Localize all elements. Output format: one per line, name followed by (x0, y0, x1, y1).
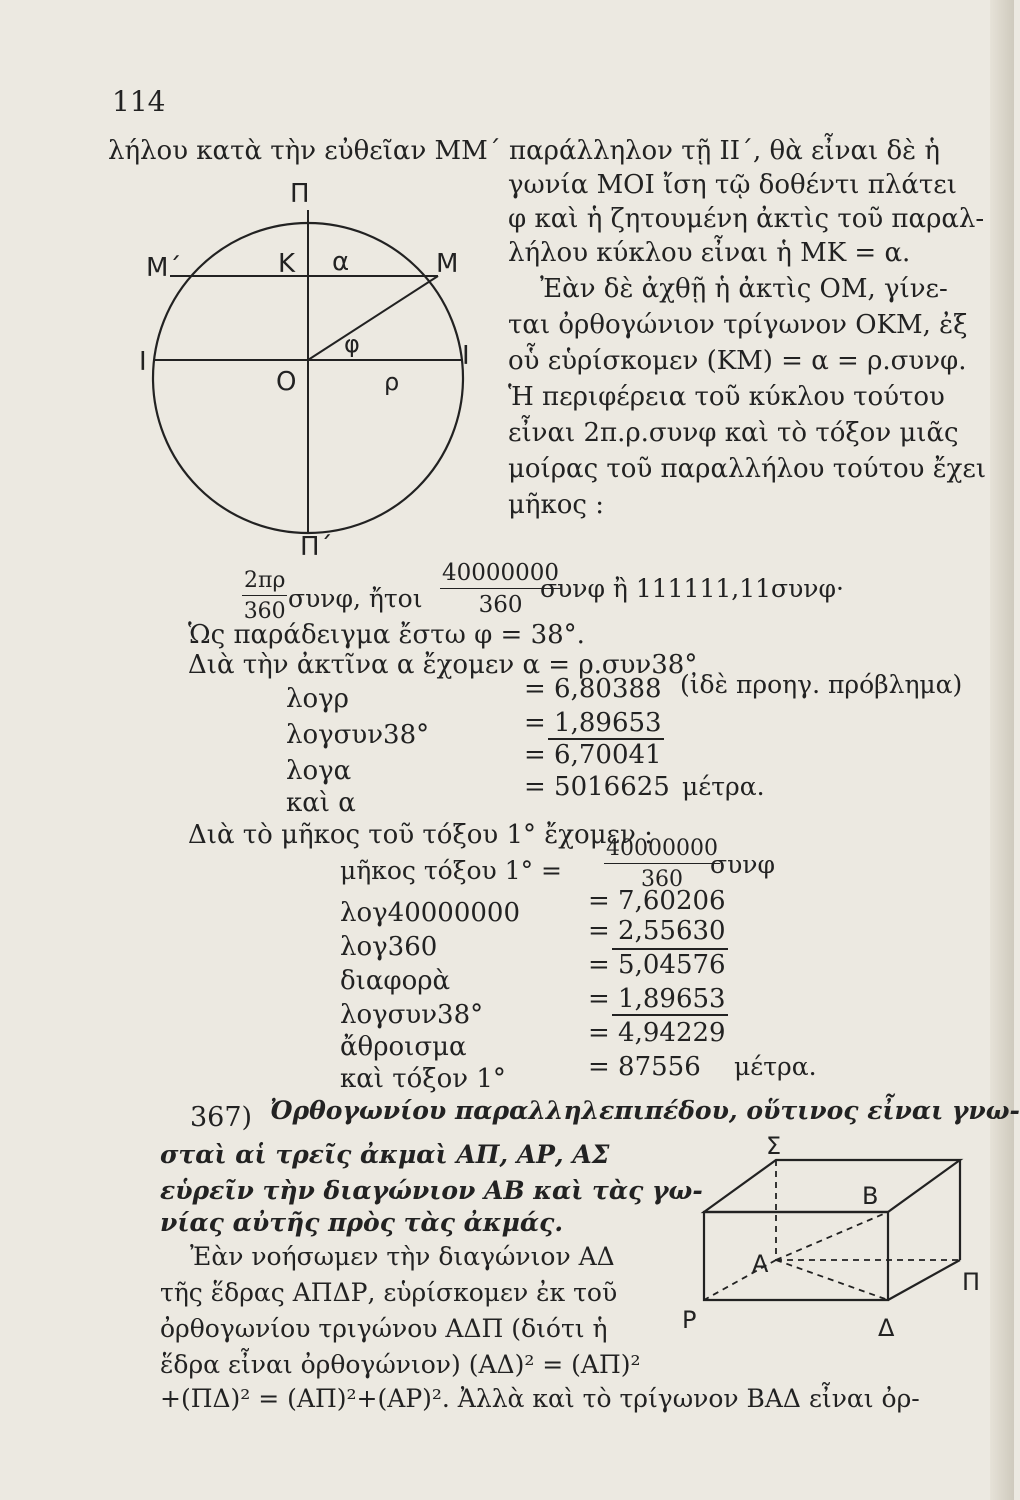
text-line: Ἐὰν δὲ ἀχθῇ ἡ ἀκτὶς ΟΜ, γίνε- (540, 274, 948, 304)
arc-formula-left: μῆκος τόξου 1° = (340, 856, 562, 885)
calc-value: = 6,70041 (524, 740, 662, 770)
label-phi: φ (344, 330, 360, 358)
box-label-rho: Ρ (682, 1306, 697, 1334)
text-line: ται ὀρθογώνιον τρίγωνον ΟΚΜ, ἐξ (508, 310, 968, 340)
label-top: Π (290, 179, 310, 209)
front-face (704, 1212, 888, 1300)
label-m: Μ (436, 249, 459, 279)
page-number: 114 (112, 85, 166, 118)
calc-value: = 5,04576 (588, 950, 726, 980)
example-line: Ὡς παράδειγμα ἔστω φ = 38°. (188, 620, 585, 650)
text-line: μοίρας τοῦ παραλλήλου τούτου ἔχει (508, 454, 987, 484)
label-i-left: Ι (139, 347, 147, 377)
calc-note: μέτρα. (734, 1052, 817, 1081)
fraction-2pr-360 (242, 568, 287, 624)
fraction-denominator: 360 (640, 867, 683, 892)
calc-label: λογσυν38° (340, 1000, 484, 1030)
calc-value: = 87556 (588, 1052, 701, 1082)
calc-value: = 5016625 (524, 772, 670, 802)
label-rho: ρ (384, 368, 400, 396)
calc-note: μέτρα. (682, 772, 765, 801)
text-line: φ καὶ ἡ ζητουμένη ἀκτὶς τοῦ παραλ- (508, 204, 985, 234)
calc-label: λογ40000000 (340, 898, 521, 928)
box-label-a: Α (752, 1250, 769, 1278)
calc-value: = 1,89653 (524, 708, 662, 738)
box-label-sigma: Σ (766, 1132, 782, 1160)
text-line: λήλου κατὰ τὴν εὐθεῖαν ΜΜ΄ παράλληλον τῇ ΙΙ΄, θὰ εἶναι δὲ ἡ (108, 136, 940, 166)
calc-value: = 4,94229 (588, 1018, 726, 1048)
text-line: μῆκος : (508, 490, 604, 520)
arc-formula-right: συνφ (710, 850, 775, 879)
text-line: Ἐὰν νοήσωμεν τὴν διαγώνιον ΑΔ (190, 1242, 615, 1271)
fraction-numerator: 40000000 (604, 836, 720, 864)
text-line: Ἡ περιφέρεια τοῦ κύκλου τούτου (508, 382, 945, 412)
problem-heading-line: νίας αὐτῆς πρὸς τὰς ἀκμάς. (160, 1208, 564, 1237)
text-line: λήλου κύκλου εἶναι ἡ ΜΚ = α. (508, 238, 911, 268)
text-line: οὗ εὑρίσκομεν (ΚΜ) = α = ρ.συνφ. (508, 346, 967, 376)
fraction-numerator: 2πρ (242, 568, 287, 596)
calc-label: λογσυν38° (286, 720, 430, 750)
page-edge (990, 0, 1014, 1500)
fraction-numerator: 40000000 (440, 560, 561, 589)
arc-intro: Διὰ τὸ μῆκος τοῦ τόξου 1° ἔχομεν : (188, 820, 653, 850)
radius-line: Διὰ τὴν ἀκτῖνα α ἔχομεν α = ρ.συν38° (188, 650, 698, 680)
calc-label: καὶ α (286, 788, 356, 818)
fraction-denominator: 360 (243, 599, 286, 624)
label-i-right: Ι (462, 341, 470, 371)
radius-om-line (308, 276, 438, 360)
formula-text: συνφ ἢ 111111,11συνφ· (540, 574, 844, 603)
label-k: Κ (278, 249, 296, 279)
calc-label: λογρ (286, 684, 349, 714)
problem-heading-line: Ὀρθογωνίου παραλληλεπιπέδου, οὕτινος εἶναι γνω- (270, 1096, 1020, 1125)
label-bottom: Π΄ (300, 532, 333, 562)
calc-value: = 6,80388 (524, 674, 662, 704)
label-m-prime: Μ΄ (146, 253, 182, 283)
problem-number: 367) (190, 1102, 253, 1133)
calc-label: διαφορὰ (340, 966, 451, 996)
problem-heading-line: σταὶ αἱ τρεῖς ἀκμαὶ ΑΠ, ΑΡ, ΑΣ (160, 1140, 610, 1169)
top-face (704, 1160, 960, 1212)
fraction-denominator: 360 (478, 592, 523, 618)
calc-value: = 1,89653 (588, 984, 726, 1014)
box-label-pi: Π (962, 1268, 981, 1296)
fraction-arc (604, 836, 720, 892)
calc-label: καὶ τόξον 1° (340, 1064, 506, 1094)
text-line: εἶναι 2π.ρ.συνφ καὶ τὸ τόξον μιᾶς (508, 418, 959, 448)
sum-rule (612, 1014, 728, 1016)
label-o: Ο (276, 367, 297, 397)
calc-label: λογα (286, 756, 352, 786)
calc-value: = 2,55630 (588, 916, 726, 946)
text-line: τῆς ἕδρας ΑΠΔΡ, εὑρίσκομεν ἐκ τοῦ (160, 1278, 618, 1307)
diagonal-ab (776, 1212, 888, 1260)
right-bottom-edge (888, 1260, 960, 1300)
calc-note: (ἰδὲ προηγ. πρόβλημα) (680, 670, 963, 699)
text-line: ἕδρα εἶναι ὀρθογώνιον) (ΑΔ)² = (ΑΠ)² (160, 1350, 641, 1379)
text-line: +(ΠΔ)² = (ΑΠ)²+(ΑΡ)². Ἀλλὰ καὶ τὸ τρίγωνον ΒΑΔ εἶναι ὀρ- (160, 1384, 920, 1413)
label-alpha: α (332, 247, 350, 277)
parallelepiped-diagram (660, 1132, 990, 1360)
circle-diagram (140, 180, 480, 560)
calc-label: λογ360 (340, 932, 438, 962)
text-line: γωνία ΜΟΙ ἴση τῷ δοθέντι πλάτει (508, 170, 957, 200)
problem-heading-line: εὑρεῖν τὴν διαγώνιον ΑΒ καὶ τὰς γω- (160, 1176, 703, 1205)
box-label-b: Β (862, 1182, 879, 1210)
formula-text: συνφ, ἤτοι (288, 584, 423, 613)
box-label-delta: Δ (878, 1314, 895, 1342)
diagonal-ad (776, 1260, 888, 1300)
calc-label: ἄθροισμα (340, 1032, 467, 1062)
text-line: ὀρθογωνίου τριγώνου ΑΔΠ (διότι ἡ (160, 1314, 608, 1343)
calc-value: = 7,60206 (588, 886, 726, 916)
